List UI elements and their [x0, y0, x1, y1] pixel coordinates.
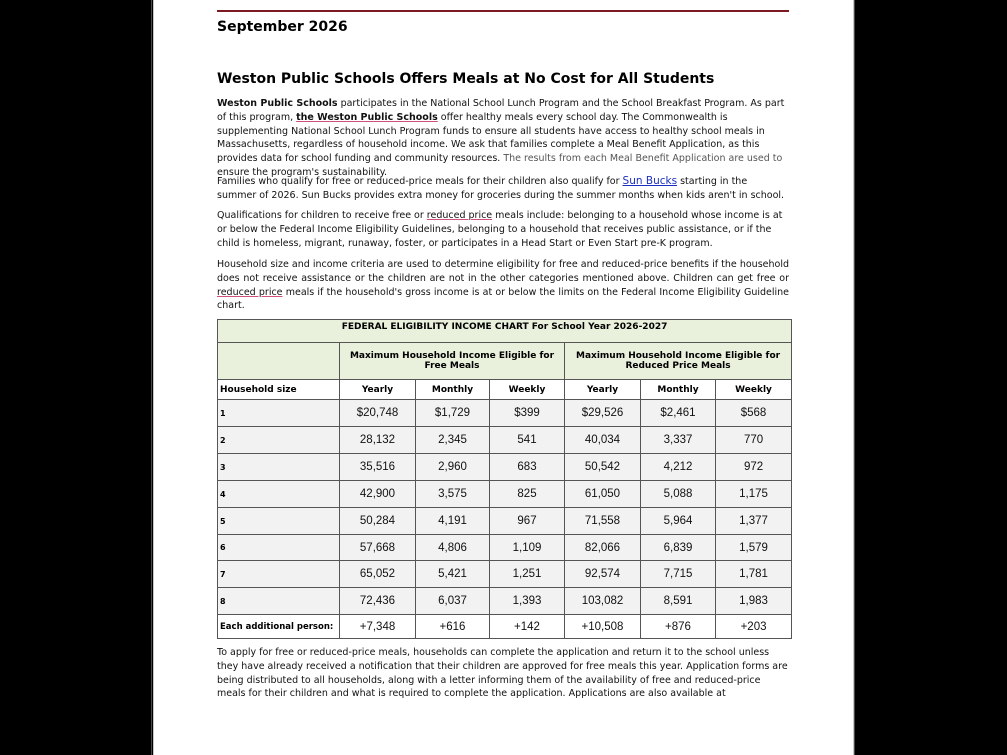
header-rule [217, 10, 789, 12]
free-weekly-cell: 1,109 [490, 535, 565, 561]
intro-text-3: ensure the program's sustainability. [217, 166, 388, 178]
school-name: Weston Public Schools [217, 98, 338, 109]
reduced-weekly-header: Weekly [716, 380, 792, 400]
reduced-yearly-cell: +10,508 [565, 615, 641, 639]
paragraph-sun-bucks [217, 175, 789, 203]
free-monthly-cell: 4,806 [416, 535, 490, 561]
reduced-yearly-cell: $29,526 [565, 400, 641, 427]
free-yearly-cell: 28,132 [340, 427, 416, 454]
free-weekly-cell: 683 [490, 454, 565, 481]
free-weekly-cell: +142 [490, 615, 565, 639]
reduced-weekly-cell: 1,377 [716, 508, 792, 535]
table-row [218, 588, 792, 615]
reduced-monthly-cell: 5,964 [641, 508, 716, 535]
blank-header-cell [218, 343, 340, 380]
free-monthly-cell: $1,729 [416, 400, 490, 427]
qual-text-2: meals include: belonging to a household whose income is at or below the Federal Income Eligibility Guidelines, belonging to a household that receives public assistance, or if the child is homeless, migrant, runaway, foster, or participates in a Head Start or Even Start pre-K program. [217, 210, 783, 249]
household-text-2: meals if the household's gross income is at or below the limits on the Federal Income Eligibility Guideline chart. [217, 286, 789, 312]
table-row [218, 427, 792, 454]
left-edge [151, 0, 152, 755]
reduced-monthly-cell: 8,591 [641, 588, 716, 615]
free-yearly-cell: 72,436 [340, 588, 416, 615]
free-monthly-cell: 4,191 [416, 508, 490, 535]
household-size-cell: 2 [218, 427, 340, 454]
paragraph-qualifications [217, 209, 789, 250]
household-size-cell: 1 [218, 400, 340, 427]
page-title: Weston Public Schools Offers Meals at No Cost for All Students [217, 71, 715, 87]
free-weekly-header: Weekly [490, 380, 565, 400]
free-weekly-cell: 1,393 [490, 588, 565, 615]
reduced-yearly-cell: 82,066 [565, 535, 641, 561]
paragraph-intro [217, 97, 789, 180]
intro-text-2: offer healthy meals every school day. The Commonwealth is supplementing National School Lunch Program funds to ensure all students have access to healthy school meals in Massachusetts, regardless of household income. We ask that families complete a Meal Benefit Application, as this provides data for school funding and community resources. [217, 111, 765, 165]
reduced-monthly-cell: 4,212 [641, 454, 716, 481]
free-weekly-cell: 541 [490, 427, 565, 454]
table-row [218, 535, 792, 561]
reduced-yearly-cell: 50,542 [565, 454, 641, 481]
free-monthly-cell: 2,345 [416, 427, 490, 454]
reduced-price-underlined-2: reduced price [217, 286, 283, 298]
reduced-yearly-cell: 103,082 [565, 588, 641, 615]
reduced-monthly-cell: +876 [641, 615, 716, 639]
reduced-weekly-cell: 770 [716, 427, 792, 454]
free-yearly-cell: 50,284 [340, 508, 416, 535]
date-line: September 2026 [217, 19, 348, 35]
paragraph-household [217, 258, 789, 313]
reduced-meals-header: Maximum Household Income Eligible for Reduced Price Meals [565, 343, 792, 380]
reduced-price-underlined: reduced price [426, 210, 493, 221]
reduced-monthly-cell: $2,461 [641, 400, 716, 427]
household-size-cell: Each additional person: [218, 615, 340, 639]
household-text: Household size and income criteria are used to determine eligibility for free and reduced-price benefits if the household does not receive assistance or the children are not in the other categories mentioned above. Children can get free or [217, 259, 789, 284]
free-weekly-cell: 1,251 [490, 561, 565, 588]
table-row [218, 561, 792, 588]
sun-bucks-text: Families who qualify for free or reduced-price meals for their children also qualify for [217, 176, 623, 187]
free-yearly-header: Yearly [340, 380, 416, 400]
reduced-yearly-cell: 71,558 [565, 508, 641, 535]
reduced-weekly-cell: 1,781 [716, 561, 792, 588]
free-monthly-cell: +616 [416, 615, 490, 639]
free-monthly-cell: 3,575 [416, 481, 490, 508]
table-row [218, 508, 792, 535]
free-yearly-cell: 42,900 [340, 481, 416, 508]
intro-text: participates in the National School Lunch Program and the School Breakfast Program. As part of this program, [217, 98, 785, 123]
sun-bucks-text-2: starting in the summer of 2026. Sun Bucks provides extra money for groceries during the summer months when kids aren't in school. [217, 176, 785, 201]
free-monthly-cell: 5,421 [416, 561, 490, 588]
document-page [153, 0, 854, 755]
reduced-weekly-cell: 1,983 [716, 588, 792, 615]
household-size-cell: 4 [218, 481, 340, 508]
free-weekly-cell: $399 [490, 400, 565, 427]
reduced-weekly-cell: 972 [716, 454, 792, 481]
free-yearly-cell: $20,748 [340, 400, 416, 427]
reduced-weekly-cell: 1,579 [716, 535, 792, 561]
free-yearly-cell: +7,348 [340, 615, 416, 639]
paragraph-apply: To apply for free or reduced-price meals, households can complete the application and return it to the school unless they have already received a notification that their children are approved for free meals this year. Application forms are being distributed to all households, along with a letter informing them of the availability of free and reduced-price meals for their children and what is required to complete the application. Applications are also available at [217, 647, 788, 700]
household-size-cell: 7 [218, 561, 340, 588]
reduced-monthly-cell: 3,337 [641, 427, 716, 454]
reduced-weekly-cell: $568 [716, 400, 792, 427]
table-row [218, 615, 792, 639]
household-size-cell: 8 [218, 588, 340, 615]
reduced-yearly-header: Yearly [565, 380, 641, 400]
free-weekly-cell: 967 [490, 508, 565, 535]
intro-gray-text: The results from each Meal Benefit Application are used to [503, 153, 783, 165]
table-row [218, 400, 792, 427]
household-size-cell: 5 [218, 508, 340, 535]
income-eligibility-table [217, 319, 792, 639]
table-title: FEDERAL ELIGIBILITY INCOME CHART For School Year 2026-2027 [218, 320, 792, 343]
school-name-underlined: the Weston Public Schools [296, 111, 438, 123]
free-yearly-cell: 65,052 [340, 561, 416, 588]
reduced-yearly-cell: 92,574 [565, 561, 641, 588]
reduced-monthly-header: Monthly [641, 380, 716, 400]
reduced-yearly-cell: 40,034 [565, 427, 641, 454]
household-size-header: Household size [218, 380, 340, 400]
reduced-monthly-cell: 7,715 [641, 561, 716, 588]
reduced-monthly-cell: 6,839 [641, 535, 716, 561]
free-yearly-cell: 57,668 [340, 535, 416, 561]
free-meals-header: Maximum Household Income Eligible for Free Meals [340, 343, 565, 380]
right-edge [854, 0, 855, 755]
free-monthly-cell: 6,037 [416, 588, 490, 615]
table-row [218, 454, 792, 481]
free-monthly-header: Monthly [416, 380, 490, 400]
qual-text: Qualifications for children to receive free or [217, 210, 427, 221]
reduced-weekly-cell: 1,175 [716, 481, 792, 508]
table-row [218, 481, 792, 508]
free-weekly-cell: 825 [490, 481, 565, 508]
reduced-yearly-cell: 61,050 [565, 481, 641, 508]
household-size-cell: 3 [218, 454, 340, 481]
free-yearly-cell: 35,516 [340, 454, 416, 481]
free-monthly-cell: 2,960 [416, 454, 490, 481]
reduced-weekly-cell: +203 [716, 615, 792, 639]
sun-bucks-link[interactable]: Sun Bucks [622, 175, 678, 187]
household-size-cell: 6 [218, 535, 340, 561]
reduced-monthly-cell: 5,088 [641, 481, 716, 508]
